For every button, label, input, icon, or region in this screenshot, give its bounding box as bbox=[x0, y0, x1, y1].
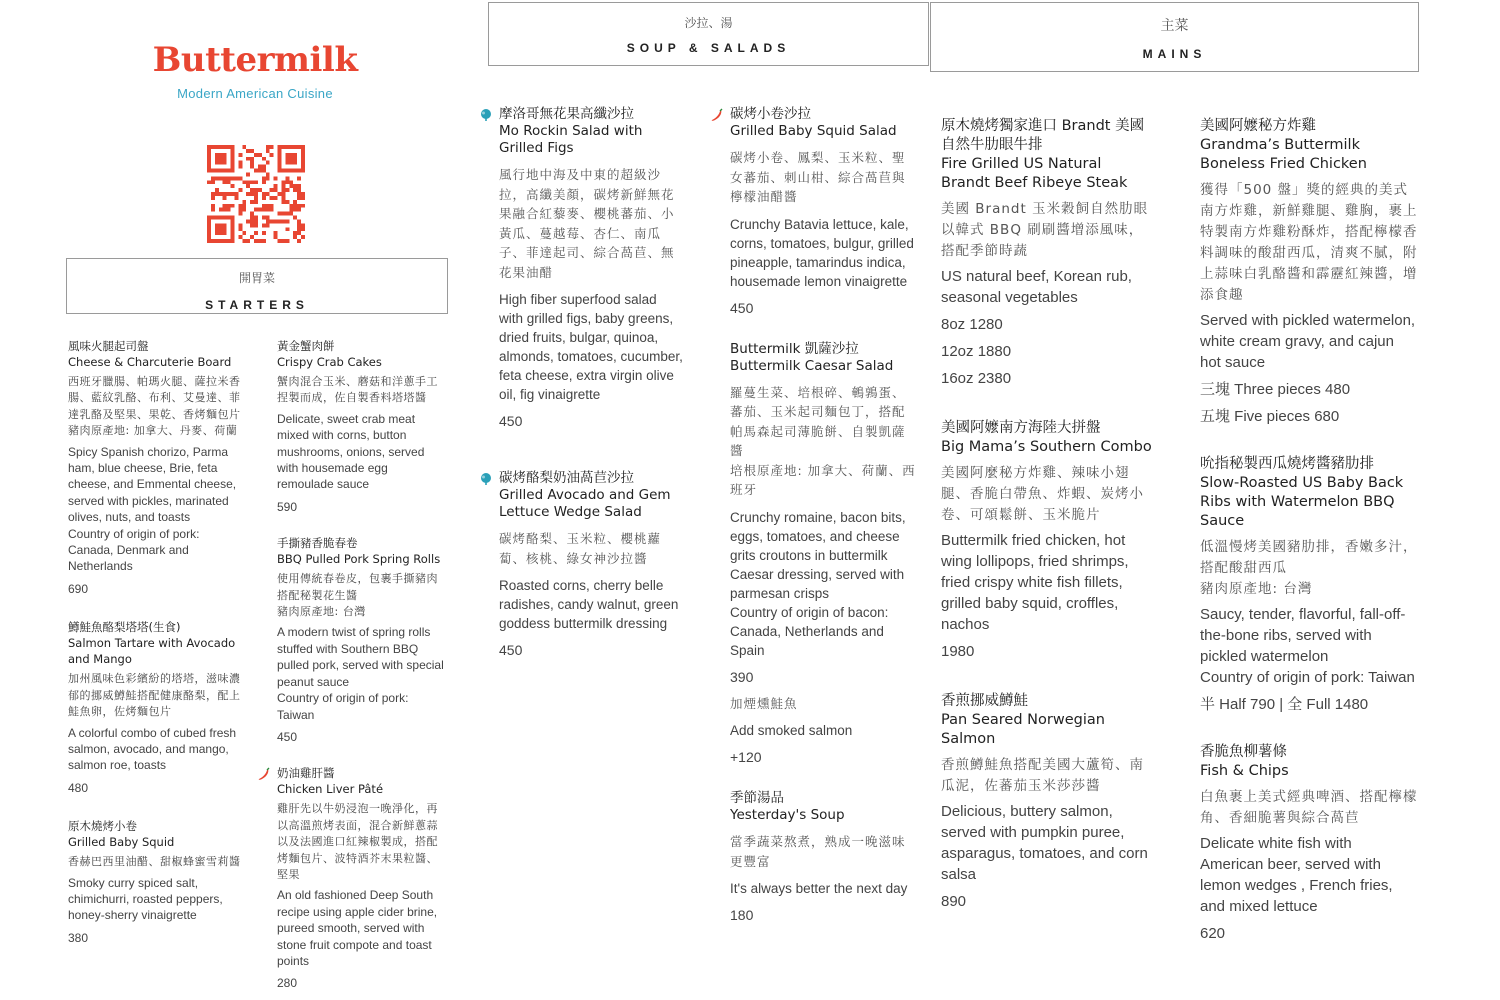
item-desc-en: Delicious, buttery salmon, served with pumpkin puree, asparagus, tomatoes, and corn salsa bbox=[941, 803, 1148, 883]
item-price-option: 16oz 2380 bbox=[941, 370, 1012, 387]
menu-item bbox=[730, 106, 916, 317]
item-title-zh: Buttermilk 凱薩沙拉 bbox=[730, 340, 859, 357]
menu-item bbox=[68, 338, 246, 597]
item-desc-en: Spicy Spanish chorizo, Parma ham, blue cheese, Brie, feta cheese, and Emmental cheese, served with pickles, marinated olives, nuts, and toasts bbox=[68, 444, 237, 525]
item-desc-en: US natural beef, Korean rub, seasonal vegetables bbox=[941, 268, 1132, 306]
item-title-zh: 奶油雞肝醬 bbox=[277, 766, 335, 781]
item-price: 半 Half 790 | 全 Full 1480 bbox=[1200, 696, 1369, 713]
item-price: 690 bbox=[68, 581, 89, 596]
item-desc-zh: 使用傳統春卷皮，包裹手撕豬肉搭配秘製花生醬 bbox=[277, 572, 438, 602]
starters-header-zh: 開胃菜 bbox=[238, 271, 275, 285]
item-title-en: Crispy Crab Cakes bbox=[277, 355, 382, 369]
item-addon-en: Add smoked salmon bbox=[730, 723, 853, 738]
item-title-en: Chicken Liver Pâté bbox=[277, 782, 384, 797]
item-desc-zh: 白魚裹上美式經典啤酒、搭配檸檬角、香細脆薯與綜合萵苣 bbox=[1200, 789, 1418, 826]
item-origin-zh: 豬肉原產地: 台灣 bbox=[277, 605, 366, 619]
item-title-en: Mo Rockin Salad with Grilled Figs bbox=[499, 123, 643, 156]
item-title-zh: 美國阿嬤秘方炸雞 bbox=[1200, 118, 1316, 134]
item-desc-en: Roasted corns, cherry belle radishes, candy walnut, green goddess buttermilk dressing bbox=[499, 578, 679, 631]
item-title-zh: 香煎挪威鱒鮭 bbox=[941, 693, 1028, 709]
menu-item bbox=[68, 619, 246, 796]
soups-header-zh: 沙拉、湯 bbox=[684, 16, 733, 30]
item-desc-en: A modern twist of spring rolls stuffed with Southern BBQ pulled pork, served with special peanut sauce bbox=[277, 625, 444, 689]
item-title-en: Salmon Tartare with Avocado and Mango bbox=[68, 636, 236, 667]
menu-item bbox=[941, 117, 1153, 389]
item-title-zh: 鱒鮭魚酪梨塔塔(生食) bbox=[68, 620, 181, 635]
item-addon-price: +120 bbox=[730, 749, 762, 765]
menu-item bbox=[941, 692, 1153, 912]
item-origin-zh: 豬肉原產地: 加拿大、丹麥、荷蘭 bbox=[68, 424, 238, 438]
salads-column-left bbox=[499, 106, 683, 659]
item-desc-zh: 低溫慢烤美國豬肋排，香嫩多汁，搭配酸甜西瓜 bbox=[1200, 539, 1418, 576]
item-price-option: 8oz 1280 bbox=[941, 316, 1003, 333]
mains-header-en: MAINS bbox=[1142, 47, 1207, 61]
salads-column-right bbox=[730, 106, 916, 924]
item-desc-zh: 香赫巴西里油醋、甜椒蜂蜜雪莉醬 bbox=[68, 855, 241, 869]
item-title-zh: 碳烤酪梨奶油萵苣沙拉 bbox=[499, 470, 634, 486]
item-origin-en: Country of origin of bacon: Canada, Netherlands and Spain bbox=[730, 604, 889, 658]
menu-item bbox=[730, 790, 916, 924]
item-price-option: 五塊 Five pieces 680 bbox=[1200, 408, 1340, 425]
item-desc-en: Delicate, sweet crab meat mixed with corns, button mushrooms, onions, served with housemade egg remoulade sauce bbox=[277, 411, 425, 492]
item-price: 1980 bbox=[941, 643, 975, 660]
item-title-zh: 原木燒烤獨家進口 Brandt 美國自然牛肋眼牛排 bbox=[941, 118, 1145, 153]
item-title-zh: 吮指秘製西瓜燒烤醬豬肋排 bbox=[1200, 456, 1374, 472]
soups-header bbox=[488, 2, 929, 66]
item-desc-zh: 碳烤小卷、鳳梨、玉米粒、聖女蕃茄、刺山柑、綜合萵苣與檸檬油醋醬 bbox=[730, 150, 906, 204]
item-desc-en: Smoky curry spiced salt, chimichurri, roasted peppers, honey-sherry vinaigrette bbox=[68, 875, 223, 923]
item-desc-en: Saucy, tender, flavorful, fall-off-the-bone ribs, served with pickled watermelon bbox=[1200, 606, 1406, 665]
item-desc-zh: 香煎鱒鮭魚搭配美國大蘆筍、南瓜泥，佐蕃茄玉米莎莎醬 bbox=[941, 757, 1144, 794]
item-title-en: Pan Seared Norwegian Salmon bbox=[941, 712, 1105, 747]
vegetarian-leaf-icon bbox=[479, 472, 493, 486]
item-origin-zh: 培根原產地: 加拿大、荷蘭、西班牙 bbox=[730, 462, 916, 497]
item-desc-zh: 美國 Brandt 玉米穀飼自然肋眼以韓式 BBQ 刷刷醬增添風味，搭配季節時蔬 bbox=[941, 201, 1149, 259]
item-title-zh: 季節湯品 bbox=[730, 790, 784, 806]
item-desc-zh: 加州風味色彩繽紛的塔塔，滋味濃郁的挪威鱒鮭搭配健康酪梨，配上鮭魚卵，佐烤麵包片 bbox=[68, 672, 241, 719]
menu-item bbox=[499, 106, 683, 430]
item-desc-zh: 羅蔓生菜、培根碎、鵪鶉蛋、蕃茄、玉米起司麵包丁，搭配帕馬森起司薄脆餅、自製凱薩醬 bbox=[730, 384, 906, 458]
menu-item bbox=[1200, 117, 1418, 427]
item-desc-en: Buttermilk fried chicken, hot wing lollipops, fried shrimps, fried crispy white fish fillets, grilled baby squid, croffles, nachos bbox=[941, 532, 1129, 633]
item-price: 480 bbox=[68, 780, 89, 795]
item-title-zh: 手撕豬香脆春卷 bbox=[277, 536, 358, 551]
item-title-en: Yesterday's Soup bbox=[730, 807, 845, 823]
item-title-en: Big Mama’s Southern Combo bbox=[941, 439, 1152, 455]
item-desc-zh: 當季蔬菜熬煮，熟成一晚滋味更豐富 bbox=[730, 834, 906, 869]
item-title-en: Slow-Roasted US Baby Back Ribs with Watermelon BBQ Sauce bbox=[1200, 475, 1404, 529]
menu-item bbox=[277, 338, 447, 515]
item-title-zh: 美國阿嬤南方海陸大拼盤 bbox=[941, 420, 1101, 436]
mains-column-left bbox=[941, 117, 1153, 912]
starters-header-en: STARTERS bbox=[205, 298, 309, 312]
item-title-en: Buttermilk Caesar Salad bbox=[730, 357, 894, 374]
item-origin-zh: 豬肉原產地: 台灣 bbox=[1200, 581, 1313, 597]
starters-column-right bbox=[277, 338, 447, 992]
item-origin-en: Country of origin of pork: Taiwan bbox=[277, 691, 409, 722]
item-title-zh: 黃金蟹肉餅 bbox=[277, 339, 335, 353]
mains-header bbox=[930, 2, 1419, 72]
item-origin-en: Country of origin of pork: Canada, Denmark and Netherlands bbox=[68, 526, 200, 574]
item-title-en: BBQ Pulled Pork Spring Rolls bbox=[277, 552, 441, 567]
brand-logo: Buttermilk bbox=[152, 40, 358, 80]
item-desc-en: High fiber superfood salad with grilled figs, baby greens, dried fruits, bulgar, quinoa, almonds, tomatoes, cucumber, feta cheese, extra virgin olive oil, fig vinaigrette bbox=[499, 292, 683, 402]
item-title-en: Grilled Avocado and Gem Lettuce Wedge Salad bbox=[499, 487, 671, 520]
item-title-en: Grandma’s Buttermilk Boneless Fried Chicken bbox=[1200, 137, 1367, 172]
menu-item bbox=[730, 341, 916, 767]
starters-header bbox=[66, 258, 448, 314]
item-desc-en: A colorful combo of cubed fresh salmon, avocado, and mango, salmon roe, toasts bbox=[68, 725, 237, 773]
menu-item bbox=[1200, 455, 1418, 715]
item-price: 450 bbox=[499, 642, 523, 658]
item-desc-zh: 獲得「500 盤」獎的經典的美式南方炸雞，新鮮雞腿、雞胸，裹上特製南方炸雞粉酥炸，搭配檸檬香料調味的酸甜西瓜，清爽不膩，附上蒜味白乳酪醬和霹靂紅辣醬，增添食趣 bbox=[1200, 182, 1418, 303]
item-title-zh: 原木燒烤小卷 bbox=[68, 819, 137, 834]
menu-item bbox=[68, 818, 246, 946]
item-desc-zh: 碳烤酪梨、玉米粒、櫻桃蘿蔔、核桃、綠女神沙拉醬 bbox=[499, 531, 662, 566]
item-price: 380 bbox=[68, 930, 89, 945]
item-price: 590 bbox=[277, 499, 298, 514]
item-desc-zh: 西班牙臘腸、帕瑪火腿、薩拉米香腸、藍紋乳酪、布利、艾曼達、菲達乳酪及堅果、果乾、香烤麵包片 bbox=[68, 375, 241, 421]
menu-item bbox=[941, 419, 1153, 662]
item-desc-zh: 風行地中海及中東的超級沙拉，高纖美顏，碳烤新鮮無花果融合紅藜麥、櫻桃蕃茄、小黃瓜、蔓越莓、杏仁、南瓜子、菲達起司、綜合萵苣、無花果油醋 bbox=[499, 167, 675, 280]
item-title-en: Cheese & Charcuterie Board bbox=[68, 355, 232, 369]
mains-header-zh: 主菜 bbox=[1160, 18, 1189, 34]
menu-item bbox=[277, 535, 447, 745]
menu-item bbox=[499, 470, 683, 659]
item-desc-zh: 蟹肉混合玉米、蘑菇和洋蔥手工捏製而成，佐自製香料塔塔醬 bbox=[277, 375, 438, 405]
item-origin-en: Country of origin of pork: Taiwan bbox=[1200, 669, 1415, 686]
item-desc-en: Served with pickled watermelon, white cream gravy, and cajun hot sauce bbox=[1200, 312, 1416, 371]
item-desc-zh: 雞肝先以牛奶浸泡一晚淨化，再以高溫煎烤表面，混合新鮮蔥蒜以及法國進口紅辣椒製成，搭配烤麵包片、波特酒芥末果粒醬、堅果 bbox=[277, 802, 438, 881]
item-price: 890 bbox=[941, 893, 967, 910]
item-price: 450 bbox=[730, 299, 754, 316]
item-desc-en: Delicate white fish with American beer, served with lemon wedges , French fries, and mixed lettuce bbox=[1200, 835, 1393, 915]
chili-pepper-icon bbox=[710, 108, 724, 122]
soups-header-en: SOUP & SALADS bbox=[626, 41, 791, 55]
item-title-zh: 摩洛哥無花果高纖沙拉 bbox=[499, 106, 634, 122]
item-title-en: Grilled Baby Squid Salad bbox=[730, 123, 897, 139]
item-title-zh: 風味火腿起司盤 bbox=[68, 339, 149, 353]
item-title-zh: 香脆魚柳薯條 bbox=[1200, 744, 1287, 760]
menu-item bbox=[277, 765, 447, 991]
chili-pepper-icon bbox=[257, 767, 271, 781]
item-desc-en: Crunchy Batavia lettuce, kale, corns, tomatoes, bulgur, grilled pineapple, tamarindus indica, housemade lemon vinaigrette bbox=[730, 216, 914, 289]
item-title-en: Grilled Baby Squid bbox=[68, 835, 175, 850]
item-price: 280 bbox=[277, 976, 298, 991]
qr-code-icon[interactable] bbox=[207, 145, 305, 243]
item-desc-en: It's always better the next day bbox=[730, 881, 908, 896]
item-title-en: Fish & Chips bbox=[1200, 763, 1289, 779]
mains-column-right bbox=[1200, 117, 1418, 944]
item-price: 390 bbox=[730, 668, 754, 685]
item-price: 450 bbox=[499, 413, 523, 429]
item-desc-en: Crunchy romaine, bacon bits, eggs, tomatoes, and cheese grits croutons in buttermilk Caesar dressing, served with parmesan crisps bbox=[730, 509, 906, 601]
item-price-option: 三塊 Three pieces 480 bbox=[1200, 381, 1351, 398]
item-title-en: Fire Grilled US Natural Brandt Beef Ribeye Steak bbox=[941, 156, 1128, 191]
item-price: 450 bbox=[277, 729, 298, 744]
item-title-zh: 碳烤小卷沙拉 bbox=[730, 106, 811, 122]
item-desc-en: An old fashioned Deep South recipe using apple cider brine, pureed smooth, served with stone fruit compote and toast points bbox=[277, 888, 438, 968]
vegetarian-leaf-icon bbox=[479, 108, 493, 122]
item-price: 180 bbox=[730, 907, 754, 923]
item-price: 620 bbox=[1200, 925, 1226, 942]
brand-block bbox=[100, 40, 410, 101]
item-desc-zh: 美國阿麼秘方炸雞、辣味小翅腿、香脆白帶魚、炸蝦、炭烤小卷、可頌鬆餅、玉米脆片 bbox=[941, 465, 1144, 523]
brand-tagline: Modern American Cuisine bbox=[177, 86, 333, 101]
item-addon-zh: 加煙燻鮭魚 bbox=[730, 695, 798, 711]
starters-column-left bbox=[68, 338, 246, 946]
menu-item bbox=[1200, 743, 1418, 944]
item-price-option: 12oz 1880 bbox=[941, 343, 1012, 360]
